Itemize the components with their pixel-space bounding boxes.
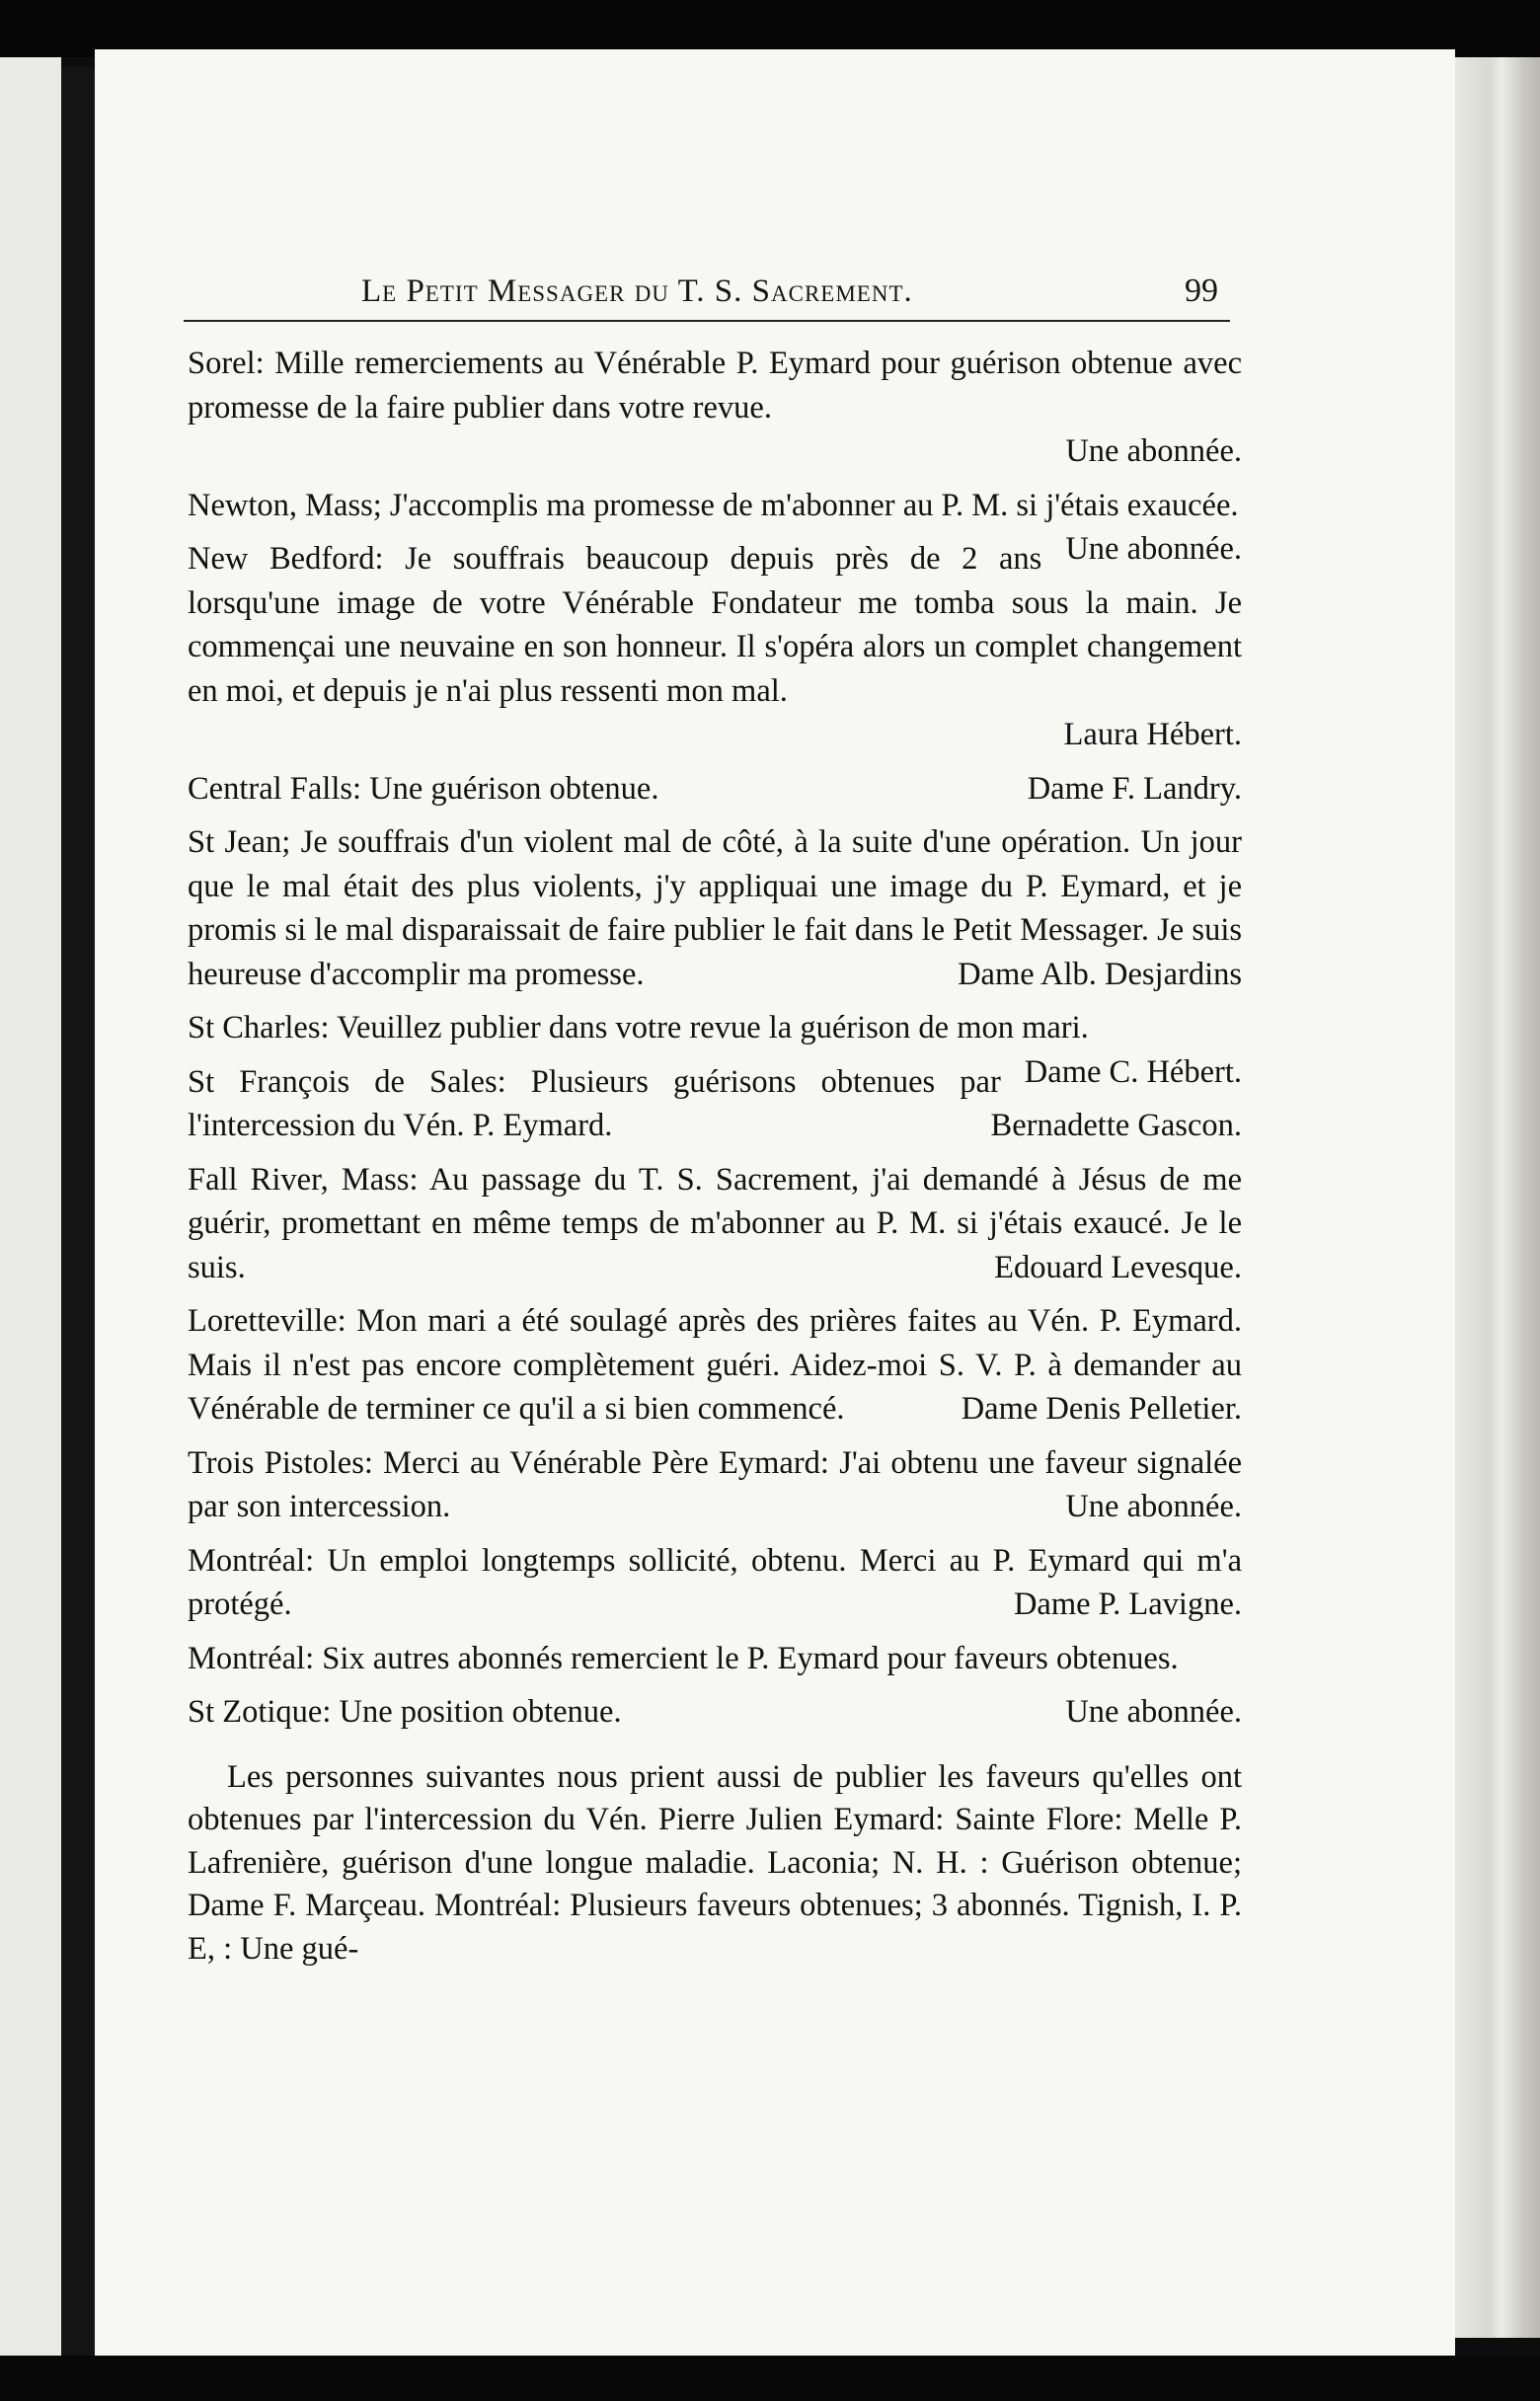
scan-bottom-border — [0, 2356, 1540, 2401]
entry-signature: Dame Alb. Desjardins — [958, 956, 1242, 992]
entry-signature: Dame C. Hébert. — [1024, 1053, 1242, 1090]
running-head — [184, 265, 1230, 322]
book-gutter — [61, 67, 95, 2356]
entry — [188, 767, 1242, 812]
entry-text: Montréal: Six autres abonnés remercient le P. Eymard pour faveurs obtenues. — [188, 1640, 1179, 1676]
entry-text: St Charles: Veuillez publier dans votre revue la guérison de mon mari. — [188, 1010, 1089, 1046]
page-body — [188, 342, 1242, 2003]
entry-text: New Bedford: Je souffrais beaucoup depuis près de 2 ans lorsqu'une image de votre Vénérable Fondateur me tomba sous la main. Je commençai une neuvaine en son honneur. Il s'opéra alors un complet changement en moi, et depuis je n'ai plus ressenti mon mal. — [188, 541, 1242, 709]
entry — [188, 820, 1242, 996]
running-title: Le Petit Messager du T. S. Sacrement. — [361, 273, 913, 309]
entry — [188, 484, 1242, 567]
entry-text: Fall River, Mass: Au passage du T. S. Sacrement, j'ai demandé à Jésus de me guérir, promettant en même temps de m'abonner au P. M. si j'étais exaucé. Je le suis. — [188, 1161, 1242, 1285]
entry — [188, 1441, 1242, 1529]
entry — [188, 1637, 1242, 1681]
entry-signature: Une abonnée. — [1065, 1489, 1242, 1524]
entry-text: St Jean; Je souffrais d'un violent mal de côté, à la suite d'une opération. Un jour que le mal était des plus violents, j'y appliquai une image du P. Eymard, et je promis si le mal disparaissait de faire publier le fait dans le Petit Messager. Je suis heureuse d'accomplir ma promesse. — [188, 824, 1242, 992]
entry-signature: Une abonnée. — [1065, 1694, 1242, 1730]
entry-text: Sorel: Mille remerciements au Vénérable P. Eymard pour guérison obtenue avec promesse de la faire publier dans votre revue. — [188, 346, 1242, 426]
entry — [188, 1690, 1242, 1735]
entry-signature: Edouard Levesque. — [994, 1249, 1242, 1285]
entry-signature: Une abonnée. — [1065, 433, 1242, 469]
entry-text: Loretteville: Mon mari a été soulagé après des prières faites au Vén. P. Eymard. Mais il n'est pas encore complètement guéri. Aidez-moi S. V. P. à demander au Vénérable de terminer ce qu'il a si bien commencé. — [188, 1303, 1242, 1427]
entry-text: Trois Pistoles: Merci au Vénérable Père Eymard: J'ai obtenu une faveur signalée par son intercession. — [188, 1444, 1242, 1524]
entry-signature: Dame P. Lavigne. — [1013, 1587, 1242, 1622]
page-stack-edge — [1455, 57, 1540, 2338]
entry-text: St François de Sales: Plusieurs guérisons obtenues par l'intercession du Vén. P. Eymard. — [188, 1063, 1001, 1143]
entry-text: Montréal: Un emploi longtemps sollicité, obtenu. Merci au P. Eymard qui m'a protégé. — [188, 1542, 1242, 1622]
entry-signature: Bernadette Gascon. — [990, 1108, 1242, 1143]
entry — [188, 1299, 1242, 1432]
entry — [188, 1006, 1242, 1090]
entry — [188, 342, 1242, 474]
entry-signature: Laura Hébert. — [1063, 717, 1242, 752]
entry-text: Newton, Mass; J'accomplis ma promesse de m'abonner au P. M. si j'étais exaucée. — [188, 487, 1239, 523]
entry-text: Central Falls: Une guérison obtenue. — [188, 770, 659, 807]
entry-signature: Une abonnée. — [1065, 531, 1242, 567]
page-number: 99 — [1185, 272, 1218, 309]
entry-signature: Dame Denis Pelletier. — [961, 1391, 1242, 1427]
facing-page-edge — [0, 57, 61, 2358]
entry — [188, 1158, 1242, 1290]
entry — [188, 1539, 1242, 1627]
entry-signature: Dame F. Landry. — [1027, 770, 1242, 807]
closing-paragraph: Les personnes suivantes nous prient aussi de publier les faveurs qu'elles ont obtenues par l'intercession du Vén. Pierre Julien Eymard: Sainte Flore: Melle P. Lafrenière, guérison d'une longue maladie. Laconia; N. H. : Guérison obtenue; Dame F. Marçeau. Montréal: Plusieurs faveurs obtenues; 3 abonnés. Tignish, I. P. E, : Une gué- — [188, 1758, 1242, 1967]
entry-text: St Zotique: Une position obtenue. — [188, 1694, 622, 1730]
